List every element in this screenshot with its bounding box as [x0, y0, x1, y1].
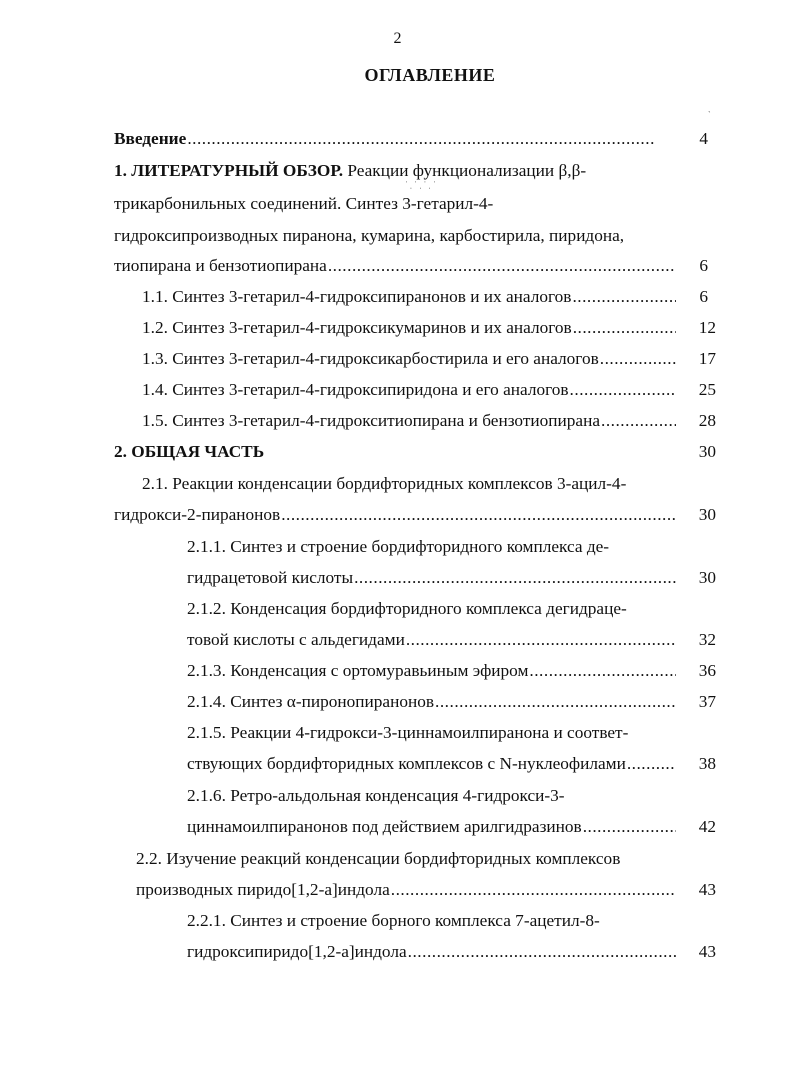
- toc-entry-label: тиопирана и бензотиопирана: [114, 256, 327, 275]
- toc-entry-label: 2.2. Изучение реакций конденсации бордифторидных комплексов: [136, 849, 621, 868]
- toc-page-number: 25: [698, 380, 716, 399]
- toc-entry-label: 2.1.4. Синтез α-пиронопиранонов: [187, 692, 435, 711]
- toc-entry-label: ствующих бордифторидных комплексов с N-нуклеофилами: [187, 754, 626, 773]
- toc-entry-1-1: [142, 286, 676, 308]
- toc-page-number: 28: [698, 411, 716, 430]
- toc-entry-label: 2.1.5. Реакции 4-гидрокси-3-циннамоилпиранона и соответ-: [187, 723, 629, 742]
- toc-entry-label: производных пиридо[1,2-а]индола: [136, 880, 390, 899]
- toc-entry-continuation: [114, 193, 493, 215]
- toc-page-number: 30: [698, 505, 716, 524]
- toc-entry-general-part: [114, 441, 264, 463]
- toc-page-number: 37: [698, 692, 716, 711]
- dot-leader: [408, 941, 676, 963]
- dot-leader: [187, 128, 654, 150]
- toc-entry-literature-review: [114, 160, 586, 182]
- toc-entry-label: 2.1.6. Ретро-альдольная конденсация 4-гидрокси-3-: [187, 786, 565, 805]
- toc-entry-intro: [114, 128, 654, 150]
- toc-entry-label: 1.4. Синтез 3-гетарил-4-гидроксипиридона и его аналогов: [142, 380, 569, 399]
- toc-entry-label: 2. ОБЩАЯ ЧАСТЬ: [114, 442, 265, 461]
- toc-entry-2-2: [136, 848, 620, 870]
- toc-entry-continuation: [114, 255, 676, 277]
- toc-entry-label: гидроксипроизводных пиранона, кумарина, карбостирила, пиридона,: [114, 226, 625, 245]
- dot-leader: [391, 879, 676, 901]
- toc-page-number: 38: [698, 754, 716, 773]
- toc-entry-label: циннамоилпиранонов под действием арилгидразинов: [187, 817, 582, 836]
- dot-leader: [354, 567, 676, 589]
- toc-entry-1-2: [142, 317, 676, 339]
- toc-page-number: 12: [698, 318, 716, 337]
- toc-page-number: 4: [699, 129, 708, 148]
- toc-entry-label: гидрокси-2-пиранонов: [114, 505, 281, 524]
- toc-page-number: 30: [698, 442, 716, 461]
- toc-entry-continuation: [187, 567, 676, 589]
- toc-entry-label: товой кислоты с альдегидами: [187, 630, 405, 649]
- toc-page-number: 43: [698, 880, 716, 899]
- scan-speck: ˋ: [708, 110, 711, 119]
- dot-leader: [406, 629, 676, 651]
- toc-entry-label: 2.1. Реакции конденсации бордифторидных комплексов 3-ацил-4-: [142, 474, 627, 493]
- toc-entry-label: 1.1. Синтез 3-гетарил-4-гидроксипиранонов и их аналогов: [142, 287, 572, 306]
- toc-entry-2-1: [142, 473, 626, 495]
- toc-entry-label: 1.2. Синтез 3-гетарил-4-гидроксикумаринов и их аналогов: [142, 318, 572, 337]
- dot-leader: [435, 691, 676, 713]
- toc-page-number: 43: [698, 942, 716, 961]
- toc-entry-1-5: [142, 410, 676, 432]
- toc-entry-label: Реакции функционализации β,β-: [343, 161, 587, 180]
- toc-entry-label: гидроксипиридо[1,2-а]индола: [187, 942, 407, 961]
- dot-leader: [573, 317, 676, 339]
- toc-entry-continuation: [187, 629, 676, 651]
- toc-entry-label: 1.3. Синтез 3-гетарил-4-гидроксикарбостирила и его аналогов: [142, 349, 599, 368]
- dot-leader: [572, 286, 676, 308]
- dot-leader: [600, 348, 676, 370]
- toc-entry-label: 2.1.1. Синтез и строение бордифторидного комплекса де-: [187, 537, 610, 556]
- dot-leader: [583, 816, 676, 838]
- toc-entry-label: 2.2.1. Синтез и строение борного комплекса 7-ацетил-8-: [187, 911, 600, 930]
- toc-entry-2-2-1: [187, 910, 600, 932]
- toc-entry-continuation: [114, 504, 676, 526]
- toc-entry-continuation: [187, 941, 676, 963]
- toc-entry-2-1-4: [187, 691, 676, 713]
- dot-leader: [328, 255, 676, 277]
- dot-leader: [601, 410, 676, 432]
- toc-entry-2-1-5: [187, 722, 628, 744]
- toc-page-number: 17: [698, 349, 716, 368]
- toc-entry-2-1-1: [187, 536, 609, 558]
- toc-entry-label: 2.1.2. Конденсация бордифторидного комплекса дегидраце-: [187, 599, 627, 618]
- toc-entry-2-1-3: [187, 660, 676, 682]
- toc-entry-1-4: [142, 379, 676, 401]
- page-number: 2: [393, 30, 402, 47]
- toc-page-number: 6: [699, 256, 708, 275]
- toc-entry-continuation: [114, 225, 624, 247]
- toc-entry-label: Введение: [114, 129, 187, 148]
- page-title: ОГЛАВЛЕНИЕ: [364, 65, 496, 85]
- toc-entry-bold-prefix: 1. ЛИТЕРАТУРНЫЙ ОБЗОР.: [114, 161, 344, 180]
- toc-entry-2-1-6: [187, 785, 565, 807]
- toc-page-number: 36: [698, 661, 716, 680]
- toc-entry-continuation: [136, 879, 676, 901]
- toc-entry-2-1-2: [187, 598, 627, 620]
- toc-entry-1-3: [142, 348, 676, 370]
- toc-page-number: 42: [698, 817, 716, 836]
- dot-leader: [281, 504, 676, 526]
- toc-entry-label: трикарбонильных соединений. Синтез 3-гетарил-4-: [114, 194, 494, 213]
- toc-entry-label: гидрацетовой кислоты: [187, 568, 354, 587]
- toc-page-number: 6: [699, 287, 708, 306]
- dot-leader: [529, 660, 676, 682]
- toc-entry-label: 1.5. Синтез 3-гетарил-4-гидрокситиопирана и бензотиопирана: [142, 411, 601, 430]
- toc-entry-label: 2.1.3. Конденсация с ортомуравьиным эфиром: [187, 661, 529, 680]
- toc-page-number: 32: [698, 630, 716, 649]
- dot-leader: [627, 753, 676, 775]
- dot-leader: [570, 379, 676, 401]
- scan-speck: ˈ ˌ ˈ ˌ ˈ ˌ ˈ: [405, 180, 436, 189]
- toc-entry-continuation: [187, 816, 676, 838]
- toc-page-number: 30: [698, 568, 716, 587]
- toc-entry-continuation: [187, 753, 676, 775]
